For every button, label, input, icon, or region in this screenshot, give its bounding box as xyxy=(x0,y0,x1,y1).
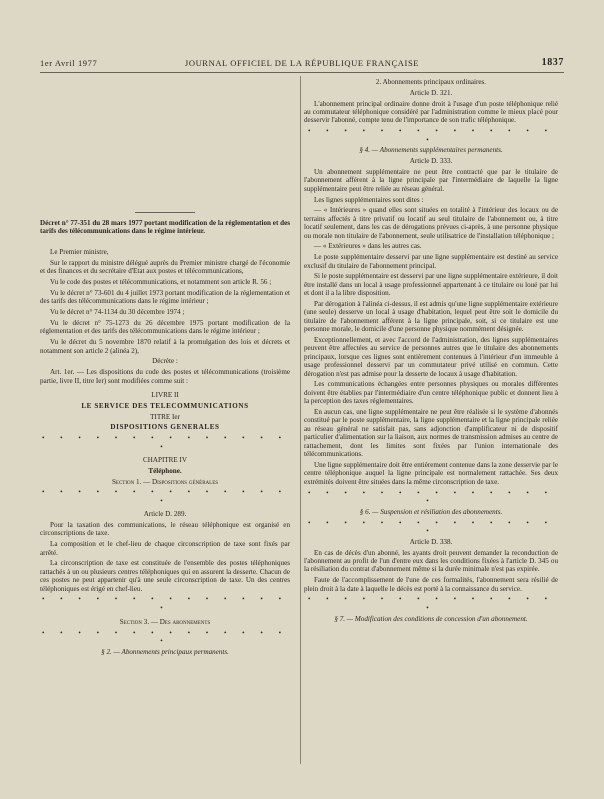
separator-dots: • • • • • • • • • • • • • • • xyxy=(307,518,555,535)
article-338-heading: Article D. 338. xyxy=(409,537,453,546)
paragraph: La circonscription de taxe est constituée de l'ensemble des postes téléphoniques rattachés à un ou plusieurs centres téléphoniques qui en assurent la desserte. Chacun de ces postes ne peut appartenir qu'à une seule circonscription de taxe. Un des centres téléphoniques est érigé en chef-lieu. xyxy=(40,559,290,593)
article-289-heading: Article D. 289. xyxy=(143,510,187,519)
separator-dots: • • • • • • • • • • • • • • • xyxy=(41,595,289,612)
separator-dots: • • • • • • • • • • • • • • • xyxy=(41,434,289,451)
article-1: Art. 1er. — Les dispositions du code des postes et télécommunications (troisième partie, livre II, titre Ier) sont modifiées comme suit : xyxy=(40,368,290,385)
paragraph-4-heading: § 4. — Abonnements supplémentaires permanents. xyxy=(359,146,503,155)
paragraph: Vu le décret du 5 novembre 1870 relatif à la promulgation des lois et décrets et notamment son article 2 (alinéa 2), xyxy=(40,338,290,355)
dispositions-heading: DISPOSITIONS GENERALES xyxy=(110,423,220,432)
livre-heading: LIVRE II xyxy=(151,391,179,400)
telephone-heading: Téléphone. xyxy=(148,466,182,475)
separator-dots: • • • • • • • • • • • • • • • xyxy=(307,127,555,144)
decree-title: Décret n° 77-351 du 28 mars 1977 portant modification de la réglementation et des tarifs des télécommunications dans le régime intérieur. xyxy=(40,219,290,236)
right-column xyxy=(304,78,558,625)
section-1-heading: Section 1. — Dispositions générales xyxy=(111,477,219,486)
left-column xyxy=(40,208,290,659)
paragraph: Si le poste supplémentaire est desservi par une ligne supplémentaire extérieure, il doit être installé dans un local à usage professionnel appartenant à ce titulaire ou loué par lui et dont il a la libre disposition. xyxy=(304,272,558,298)
header-date: 1er Avril 1977 xyxy=(40,58,98,68)
separator-dots: • • • • • • • • • • • • • • • xyxy=(307,595,555,612)
separator-dots: • • • • • • • • • • • • • • • xyxy=(307,488,555,505)
sub-2-heading: 2. Abonnements principaux ordinaires. xyxy=(375,78,487,86)
paragraph: Le poste supplémentaire desservi par une ligne supplémentaire est destiné au service exclusif du titulaire de l'abonnement principal. xyxy=(304,253,558,270)
page-number: 1837 xyxy=(541,57,564,68)
paragraph: Faute de l'accomplissement de l'une de ces formalités, l'abonnement sera résilié de plein droit à la date à laquelle le décès est porté à la connaissance du service. xyxy=(304,576,558,593)
paragraph: Exceptionnellement, et avec l'accord de l'administration, des lignes supplémentaires peuvent être affectées au service de personnes autres que le titulaire des abonnements principaux, lorsque ces lignes sont entièrement contenues à l'intérieur d'un immeuble à usage professionnel desservi par un commutateur privé utilisé en commun. Cette dérogation n'est pas admise pour la desserte de locaux à usage d'habitation. xyxy=(304,336,558,378)
paragraph-2-heading: § 2. — Abonnements principaux permanents. xyxy=(101,648,229,657)
paragraph-7-heading: § 7. — Modification des conditions de concession d'un abonnement. xyxy=(334,614,528,623)
paragraph: Vu le décret n° 75-1273 du 26 décembre 1975 portant modification de la réglementation et des tarifs des télécommunications dans le régime intérieur ; xyxy=(40,319,290,336)
paragraph: — « Extérieures » dans les autres cas. xyxy=(314,242,422,251)
separator-dots: • • • • • • • • • • • • • • • xyxy=(41,629,289,646)
chapitre-heading: CHAPITRE IV xyxy=(143,456,187,465)
paragraph: La composition et le chef-lieu de chaque circonscription de taxe sont fixés par arrêté. xyxy=(40,540,290,557)
paragraph: En aucun cas, une ligne supplémentaire ne peut être réalisée si le système d'abonnés constitué par le poste supplémentaire, la ligne supplémentaire et la ligne principale reliée au réseau général ne satisfait pas, sans adjonction d'amplificateur ni de dispositif particulier d'alimentation sur la liaison, aux normes de transmission admises au centre de rattachement, dont les limites sont fixées par l'union internationale des télécommunications. xyxy=(304,408,558,459)
page-header xyxy=(40,58,564,73)
paragraph: Vu le code des postes et télécommunications, et notamment son article R. 56 ; xyxy=(50,278,272,287)
section-3-heading: Section 3. — Des abonnements xyxy=(119,618,211,627)
decree-top-rule xyxy=(135,212,195,213)
paragraph: Les lignes supplémentaires sont dites : xyxy=(314,195,424,204)
paragraph: Un abonnement supplémentaire ne peut être contracté que par le titulaire de l'abonnement afférent à la ligne principale par l'intermédiaire de laquelle la ligne supplémentaire peut être reliée au réseau général. xyxy=(304,168,558,193)
paragraph: — « Intérieures » quand elles sont situées en totalité à l'intérieur des locaux ou de terrains affectés à titre privatif ou locatif au seul titulaire de l'abonnement ou, à titre locatif seulement, dans les cas de dérogations prévues ci-après, à une personne physique ou morale non titulaire de l'abonnement, seule utilisatrice de l'installation téléphonique ; xyxy=(304,206,558,240)
paragraph: Le Premier ministre, xyxy=(50,248,109,257)
paragraph: Vu le décret n° 73-601 du 4 juillet 1973 portant modification de la réglementation et des tarifs des télécommunications dans le régime intérieur ; xyxy=(40,289,290,306)
column-divider xyxy=(300,76,301,764)
paragraph: Les communications échangées entre personnes physiques ou morales différentes doivent être établies par l'intermédiaire d'un centre téléphonique public et donnent lieu à la perception des taxes réglementaires. xyxy=(304,380,558,406)
paragraph: Sur le rapport du ministre délégué auprès du Premier ministre chargé de l'économie et des finances et du secrétaire d'Etat aux postes et télécommunications, xyxy=(40,259,290,276)
paragraph: L'abonnement principal ordinaire donne droit à l'usage d'un poste téléphonique relié au commutateur téléphonique considéré par l'administration comme le mieux placé pour desservir l'abonné, compte tenu de l'importance de son trafic téléphonique. xyxy=(304,99,558,125)
paragraph-6-heading: § 6. — Suspension et résiliation des abonnements. xyxy=(359,507,503,516)
paragraph: Une ligne supplémentaire doit être entièrement contenue dans la zone desservie par le centre téléphonique auquel la ligne principale est normalement rattachée. Ses deux extrémités doivent être situées dans la même circonscription de taxe. xyxy=(304,460,558,486)
journal-title: JOURNAL OFFICIEL DE LA RÉPUBLIQUE FRANÇAISE xyxy=(184,58,420,68)
paragraph: Vu le décret n° 74-1134 du 30 décembre 1974 ; xyxy=(50,308,185,317)
paragraph: En cas de décès d'un abonné, les ayants droit peuvent demander la reconduction de l'abonnement au profit de l'un d'entre eux dans les conditions fixées à l'article D. 345 ou la résiliation du contrat d'abonnement même si la durée minimale n'est pas expirée. xyxy=(304,548,558,574)
paragraph: Par dérogation à l'alinéa ci-dessus, il est admis qu'une ligne supplémentaire extérieure (une seule) desserve un local à usage d'habitation, lequel peut être soit le domicile du titulaire de l'abonnement afférent à la ligne principale, soit, si ce titulaire est une personne morale, le domicile d'une personne physique nommément désignée. xyxy=(304,300,558,334)
decrete-label: Décrète : xyxy=(152,357,178,366)
service-heading: LE SERVICE DES TELECOMMUNICATIONS xyxy=(81,401,249,410)
paragraph: Pour la taxation des communications, le réseau téléphonique est organisé en circonscriptions de taxe. xyxy=(40,521,290,538)
titre-heading: TITRE Ier xyxy=(150,412,180,421)
article-333-heading: Article D. 333. xyxy=(409,157,453,166)
separator-dots: • • • • • • • • • • • • • • • xyxy=(41,488,289,505)
article-321-heading: Article D. 321. xyxy=(409,88,453,97)
